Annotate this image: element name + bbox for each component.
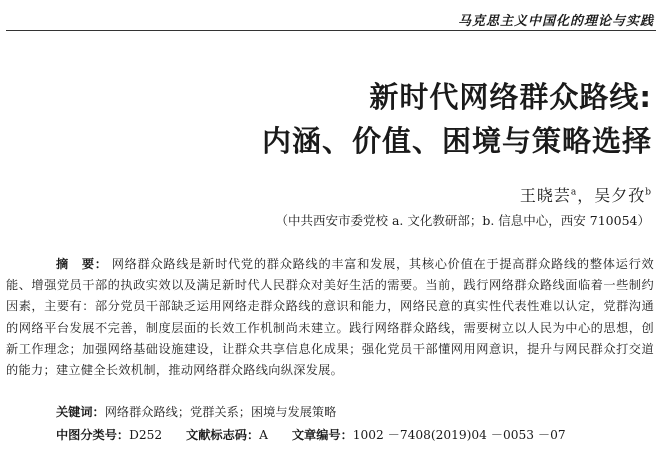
- author-1: 王晓芸: [519, 186, 571, 205]
- author-separator: ，: [577, 186, 595, 205]
- author-1-affil-mark: a: [570, 187, 578, 198]
- abstract-text: 网络群众路线是新时代党的群众路线的丰富和发展，其核心价值在于提高群众路线的整体运行效能、增强党员干部的执政实效以及满足新时代人民群众对美好生活的需要。当前，践行网络群众路线面临着一些制约因素，主要有：部分党员干部缺乏运用网络走群众路线的意识和能力，网络民意的真实性代表性难以认定，党群沟通的网络平台发展不完善，制度层面的长效工作机制尚未建立。践行网络群众路线，需要树立以人民为中心的思想，创新工作理念；加强网络基础设施建设，让群众共享信息化成果；强化党员干部懂网用网意识，提升与网民群众打交道的能力；建立健全长效机制，推动网络群众路线向纵深发展。: [6, 257, 655, 378]
- affiliation: （中共西安市委党校 a. 文化教研部；b. 信息中心，西安 710054）: [275, 213, 650, 228]
- keywords-label: 关键词：: [56, 405, 105, 419]
- author-list: [520, 183, 652, 206]
- running-head: 马克思主义中国化的理论与实践: [457, 14, 654, 29]
- article-no-label: 文章编号：: [291, 428, 353, 442]
- title-line-2: 内涵、价值、困境与策略选择: [261, 124, 652, 158]
- keywords-text: 网络群众路线；党群关系；困境与发展策略: [104, 405, 337, 419]
- article-number: [292, 426, 566, 443]
- doc-code-value: A: [259, 428, 268, 442]
- clc-number: [56, 426, 162, 443]
- author-2: 吴夕孜: [594, 186, 646, 205]
- abstract-label: 摘 要：: [56, 257, 108, 271]
- doc-code-label: 文献标志码：: [186, 428, 260, 442]
- article-metadata: [56, 426, 586, 443]
- header-rule: [6, 30, 656, 31]
- article-no-value: 1002 －7408(2019)04 －0053 －07: [352, 428, 566, 442]
- keywords: [56, 403, 336, 420]
- title-line-1: 新时代网络群众路线:: [369, 80, 652, 114]
- clc-value: D252: [129, 428, 163, 442]
- abstract: [6, 254, 654, 381]
- author-2-affil-mark: b: [645, 187, 652, 198]
- document-code: [186, 426, 268, 443]
- article-title: [262, 75, 652, 163]
- clc-label: 中图分类号：: [56, 428, 130, 442]
